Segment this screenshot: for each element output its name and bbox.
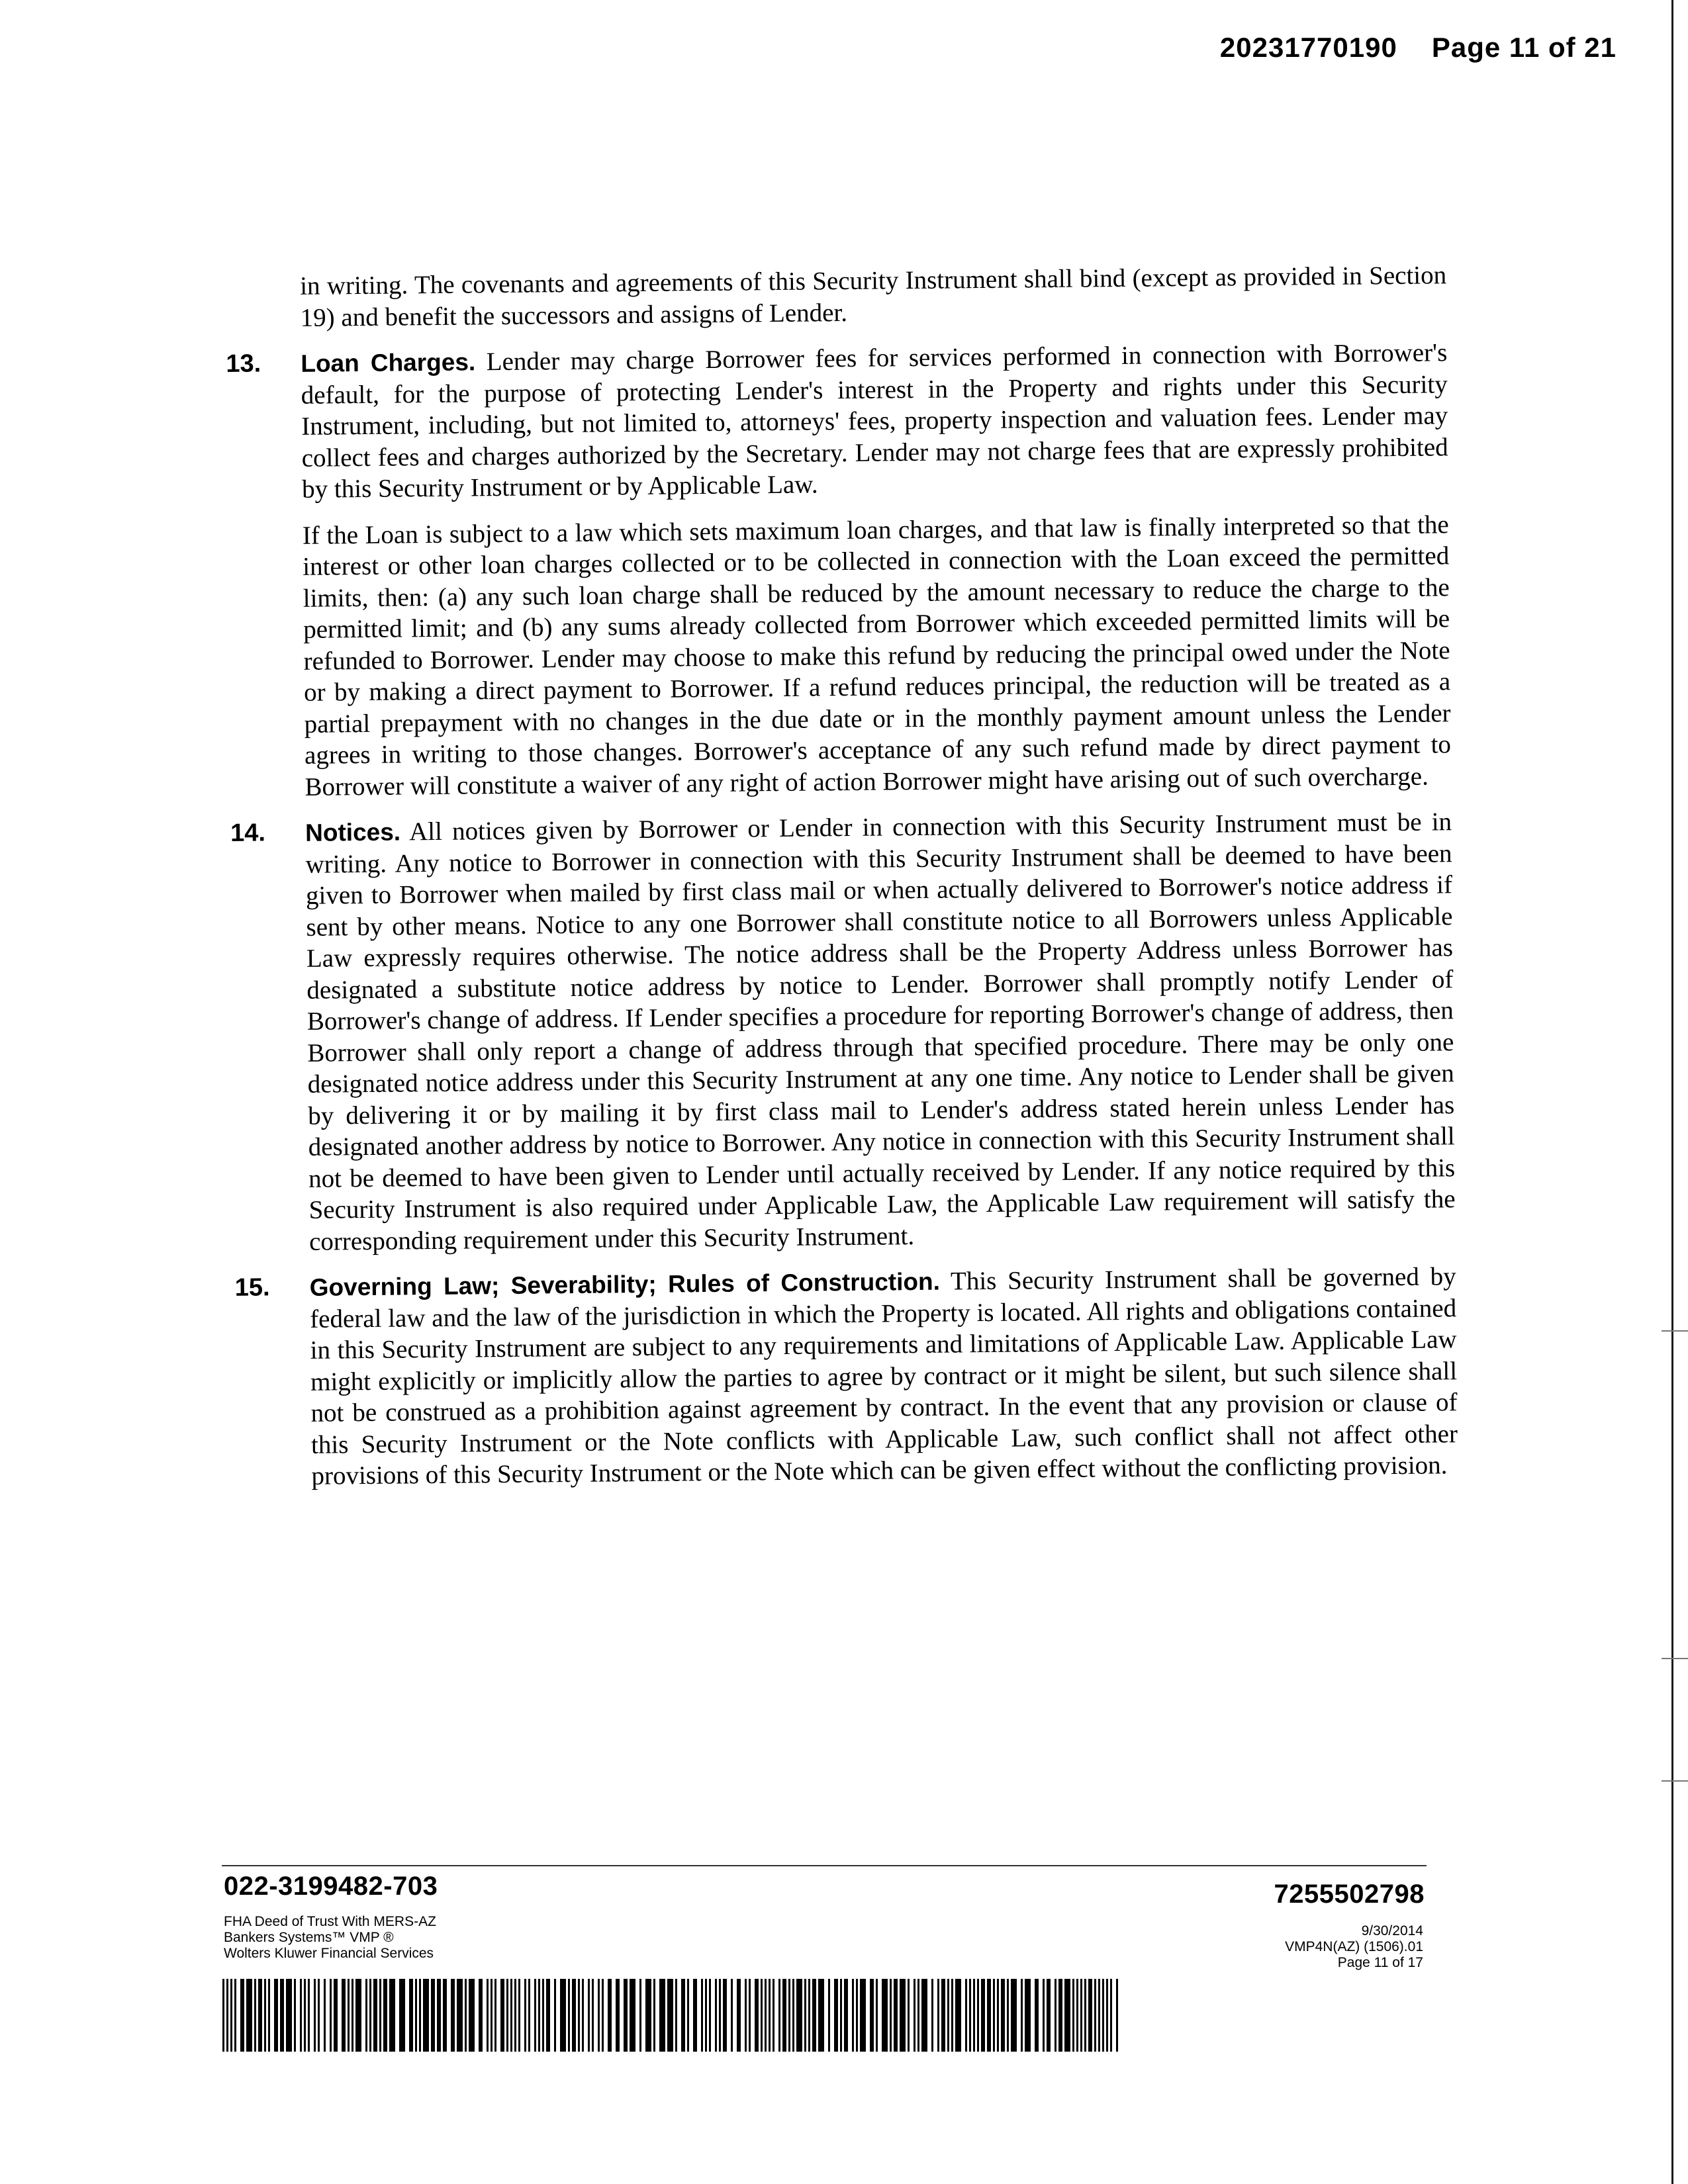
barcode-bar	[782, 1979, 786, 2052]
barcode-bar	[1047, 1979, 1051, 2052]
barcode-bar	[524, 1979, 526, 2052]
barcode-bar	[675, 1979, 677, 2052]
barcode-bar	[653, 1979, 655, 2052]
barcode-bar	[715, 1979, 717, 2052]
section-heading: Loan Charges.	[301, 348, 476, 377]
barcode-bar	[538, 1979, 540, 2052]
barcode-bar	[1116, 1979, 1118, 2052]
barcode-bar	[431, 1979, 435, 2052]
document-body	[225, 259, 1458, 1507]
barcode-bar	[788, 1979, 790, 2052]
barcode-bar	[443, 1979, 447, 2052]
section-text: Lender may charge Borrower fees for services performed in connection with Borrower's default, for the purpose of protecting Lender's interest in the Property and rights under this Security Instrument, including, but not limited to, attorneys' fees, property inspection and valuation fees. Lender may collect fees and charges authorized by the Secretary. Lender may not charge fees that are expressly prohibited by this Security Instrument or by Applicable Law.	[301, 338, 1448, 504]
barcode-bar	[778, 1979, 780, 2052]
section-text: This Security Instrument shall be governed by federal law and the law of the jurisdiction in which the Property is located. All rights and obligations contained in this Security Instrument are subject to any requirements and limitations of Applicable Law. Applicable Law might explicitly or implicitly allow the parties to agree by contract or it might be silent, but such silence shall not be construed as a prohibition against agreement by contract. In the event that any provision or clause of this Security Instrument or the Note conflicts with Applicable Law, such conflict shall not affect other provisions of this Security Instrument or the Note which can be given effect without the conflicting provision.	[309, 1262, 1458, 1490]
reference-id: 7255502798	[1274, 1880, 1425, 1909]
section-number: 15.	[234, 1273, 270, 1302]
barcode-bar	[479, 1979, 483, 2052]
barcode-bar	[234, 1979, 236, 2052]
barcode-bar	[937, 1979, 939, 2052]
barcode-bar	[588, 1979, 590, 2052]
barcode-bar	[324, 1979, 326, 2052]
barcode-bar	[1084, 1979, 1086, 2052]
barcode-bar	[941, 1979, 945, 2052]
barcode-bar	[981, 1979, 985, 2052]
barcode-bar	[546, 1979, 550, 2052]
barcode-bar	[560, 1979, 566, 2052]
form-date: 9/30/2014	[1361, 1923, 1423, 1938]
barcode-bar	[687, 1979, 689, 2052]
barcode-bar	[844, 1979, 848, 2052]
barcode-bar	[705, 1979, 707, 2052]
form-publisher: Wolters Kluwer Financial Services	[224, 1946, 434, 1961]
form-info	[224, 1914, 436, 1962]
barcode-bar	[264, 1979, 266, 2052]
barcode-bar	[608, 1979, 612, 2052]
barcode-bar	[882, 1979, 888, 2052]
barcode-bar	[737, 1979, 741, 2052]
barcode-bar	[240, 1979, 244, 2052]
document-number: 20231770190	[1219, 32, 1397, 63]
barcode-bar	[870, 1979, 874, 2052]
barcode-bar	[469, 1979, 475, 2052]
barcode-bar	[693, 1979, 697, 2052]
barcode-bar	[399, 1979, 405, 2052]
form-title: FHA Deed of Trust With MERS-AZ	[224, 1914, 436, 1929]
barcode-bar	[254, 1979, 256, 2052]
barcode-bar	[369, 1979, 371, 2052]
barcode-bar	[965, 1979, 967, 2052]
barcode-bar	[773, 1979, 774, 2052]
barcode-bar	[268, 1979, 270, 2052]
intro-paragraph	[225, 259, 1447, 334]
barcode-bar	[1110, 1979, 1112, 2052]
barcode-bar	[1058, 1979, 1062, 2052]
barcode-bar	[908, 1979, 910, 2052]
barcode-bar	[921, 1979, 927, 2052]
barcode-bar	[639, 1979, 641, 2052]
intro-text: in writing. The covenants and agreements of this Security Instrument shall bind (except as provided in Section 19) and benefit the successors and assigns of Lender.	[300, 261, 1447, 332]
barcode-bar	[554, 1979, 556, 2052]
barcode-bar	[598, 1979, 600, 2052]
barcode-bar	[506, 1979, 508, 2052]
barcode-bar	[808, 1979, 810, 2052]
barcode-bar	[630, 1979, 635, 2052]
barcode-bar	[494, 1979, 496, 2052]
barcode-bar	[997, 1979, 999, 2052]
barcode-bar	[894, 1979, 898, 2052]
barcode-bar	[355, 1979, 361, 2052]
page-header	[1220, 32, 1617, 64]
barcode-bar	[1064, 1979, 1070, 2052]
barcode-bar	[761, 1979, 763, 2052]
barcode-bar	[745, 1979, 747, 2052]
barcode-bar	[528, 1979, 530, 2052]
barcode-bar	[701, 1979, 703, 2052]
barcode-bar	[616, 1979, 620, 2052]
page-number: Page 11 of 21	[1431, 32, 1617, 63]
barcode-bar	[955, 1979, 961, 2052]
barcode-bar	[659, 1979, 665, 2052]
barcode-bar	[749, 1979, 751, 2052]
barcode-bar	[1035, 1979, 1039, 2052]
barcode-bar	[592, 1979, 594, 2052]
barcode-bar	[1076, 1979, 1078, 2052]
barcode-bar	[840, 1979, 842, 2052]
barcode-bar	[423, 1979, 429, 2052]
barcode-bar	[719, 1979, 721, 2052]
barcode-bar	[230, 1979, 232, 2052]
barcode-bar	[969, 1979, 971, 2052]
barcode-bar	[300, 1979, 302, 2052]
barcode-bar	[602, 1979, 604, 2052]
barcode-bar	[1021, 1979, 1023, 2052]
barcode-bar	[534, 1979, 536, 2052]
barcode-bar	[542, 1979, 544, 2052]
barcode-bar	[568, 1979, 570, 2052]
barcode-bar	[222, 1979, 224, 2052]
barcode-bar	[1098, 1979, 1100, 2052]
barcode-bar	[765, 1979, 767, 2052]
barcode-bar	[572, 1979, 576, 2052]
form-meta	[1285, 1923, 1423, 1971]
barcode-bar	[491, 1979, 492, 2052]
scan-mark	[1662, 1658, 1688, 1659]
barcode-bar	[457, 1979, 463, 2052]
section-number: 13.	[226, 349, 261, 378]
barcode-bar	[755, 1979, 759, 2052]
barcode-bar	[624, 1979, 628, 2052]
barcode-bar	[383, 1979, 387, 2052]
section-15	[235, 1261, 1458, 1492]
barcode-bar	[796, 1979, 802, 2052]
barcode-bar	[1025, 1979, 1031, 2052]
barcode-bar	[1080, 1979, 1082, 2052]
barcode-bar	[1088, 1979, 1092, 2052]
barcode-bar	[914, 1979, 915, 2052]
barcode-bar	[645, 1979, 651, 2052]
barcode-bar	[977, 1979, 979, 2052]
barcode-bar	[917, 1979, 919, 2052]
barcode-bar	[828, 1979, 830, 2052]
barcode-bar	[518, 1979, 520, 2052]
barcode-bar	[1106, 1979, 1108, 2052]
section-14	[230, 806, 1456, 1258]
barcode-bar	[280, 1979, 284, 2052]
barcode-bar	[334, 1979, 338, 2052]
barcode-bar	[1055, 1979, 1056, 2052]
barcode-bar	[314, 1979, 316, 2052]
section-13	[226, 337, 1448, 506]
footer-divider	[222, 1865, 1427, 1866]
scan-edge	[1671, 0, 1673, 2184]
barcode-bar	[818, 1979, 824, 2052]
barcode-bar	[890, 1979, 892, 2052]
barcode-bar	[373, 1979, 377, 2052]
barcode-bar	[1001, 1979, 1005, 2052]
scan-mark	[1662, 1330, 1688, 1332]
section-text: All notices given by Borrower or Lender in connection with this Security Instrument must be in writing. Any notice to Borrower in connection with this Security Instrument shall be deemed to have been given to Borrower when mailed by first class mail or when actually delivered to Borrower's notice address if sent by other means. Notice to any one Borrower shall constitute notice to all Borrowers unless Applicable Law expressly requires otherwise. The notice address shall be the Property Address unless Borrower has designated a substitute notice address by notice to Lender. Borrower shall promptly notify Lender of Borrower's change of address. If Lender specifies a procedure for reporting Borrower's change of address, then Borrower shall only report a change of address through that specified procedure. There may be only one designated notice address under this Security Instrument at any one time. Any notice to Lender shall be given by delivering it or by mailing it by first class mail to Lender's address stated herein unless Lender has designated another address by notice to Borrower. Any notice in connection with this Security Instrument shall not be deemed to have been given to Lender until actually received by Lender. If any notice required by this Security Instrument is also required under Applicable Law, the Applicable Law requirement will satisfy the corresponding requirement under this Security Instrument.	[305, 807, 1456, 1256]
barcode-bar	[723, 1979, 727, 2052]
barcode-bar	[514, 1979, 516, 2052]
form-code: VMP4N(AZ) (1506).01	[1285, 1939, 1423, 1954]
section-continuation-text: If the Loan is subject to a law which sets maximum loan charges, and that law is finally interpreted so that the interest or other loan charges collected or to be collected in connection with the Loan exceed the permitted limits, then: (a) any such loan charge shall be reduced by the amount necessary to reduce the charge to the permitted limit; and (b) any sums already collected from Borrower which exceeded permitted limits will be refunded to Borrower. Lender may choose to make this refund by reducing the principal owed under the Note or by making a direct payment to Borrower. If a refund reduces principal, the reduction will be treated as a partial prepayment with no changes in the due date or in the monthly payment amount unless the Lender agrees in writing to those changes. Borrower's acceptance of any such refund made by direct payment to Borrower will constitute a waiver of any right of action Borrower might have arising out of such overcharge.	[302, 510, 1452, 801]
barcode-bar	[812, 1979, 816, 2052]
barcode-bar	[1072, 1979, 1074, 2052]
barcode-bar	[294, 1979, 296, 2052]
barcode-bar	[304, 1979, 306, 2052]
section-number: 14.	[230, 819, 266, 847]
barcode-bar	[856, 1979, 858, 2052]
barcode-bar	[500, 1979, 504, 2052]
barcode-bar	[993, 1979, 995, 2052]
barcode-bar	[258, 1979, 262, 2052]
barcode-bar	[274, 1979, 278, 2052]
barcode-bar	[792, 1979, 794, 2052]
barcode-bar	[582, 1979, 584, 2052]
loan-id: 022-3199482-703	[224, 1872, 438, 1901]
barcode-bar	[352, 1979, 353, 2052]
barcode-bar	[342, 1979, 346, 2052]
barcode-bar	[389, 1979, 395, 2052]
barcode-bar	[860, 1979, 866, 2052]
barcode-bar	[409, 1979, 413, 2052]
barcode-bar	[681, 1979, 685, 2052]
barcode-bar	[987, 1979, 991, 2052]
barcode-bar	[451, 1979, 455, 2052]
barcode-bar	[731, 1979, 733, 2052]
barcode-bar	[769, 1979, 771, 2052]
barcode-bar	[931, 1979, 933, 2052]
barcode-image	[222, 1979, 1123, 2052]
barcode-bar	[308, 1979, 310, 2052]
barcode-bar	[286, 1979, 292, 2052]
barcode-bar	[510, 1979, 512, 2052]
barcode-bar	[1094, 1979, 1096, 2052]
barcode-bar	[487, 1979, 489, 2052]
scan-mark	[1662, 1780, 1688, 1782]
barcode-bar	[804, 1979, 806, 2052]
barcode-bar	[900, 1979, 906, 2052]
barcode-bar	[437, 1979, 441, 2052]
barcode-bar	[1102, 1979, 1104, 2052]
section-heading: Notices.	[305, 818, 401, 846]
barcode-bar	[365, 1979, 367, 2052]
barcode-bar	[947, 1979, 949, 2052]
form-page: Page 11 of 17	[1337, 1955, 1423, 1970]
barcode-bar	[246, 1979, 252, 2052]
barcode-bar	[578, 1979, 580, 2052]
barcode-bar	[876, 1979, 878, 2052]
barcode-bar	[973, 1979, 975, 2052]
barcode-bar	[834, 1979, 838, 2052]
section-heading: Governing Law; Severability; Rules of Construction.	[309, 1267, 941, 1301]
barcode-bar	[951, 1979, 953, 2052]
barcode-bar	[852, 1979, 854, 2052]
barcode-bar	[1007, 1979, 1009, 2052]
barcode-bar	[465, 1979, 467, 2052]
barcode-bar	[415, 1979, 417, 2052]
barcode-bar	[419, 1979, 421, 2052]
barcode-bar	[379, 1979, 381, 2052]
section-13-continuation	[228, 509, 1452, 803]
barcode-bar	[226, 1979, 228, 2052]
barcode-bar	[1043, 1979, 1045, 2052]
barcode-bar	[348, 1979, 350, 2052]
barcode-bar	[667, 1979, 673, 2052]
barcode-bar	[709, 1979, 711, 2052]
barcode-bar	[1011, 1979, 1017, 2052]
barcode-bar	[330, 1979, 332, 2052]
form-vendor: Bankers Systems™ VMP ®	[224, 1930, 394, 1945]
barcode-bar	[318, 1979, 320, 2052]
